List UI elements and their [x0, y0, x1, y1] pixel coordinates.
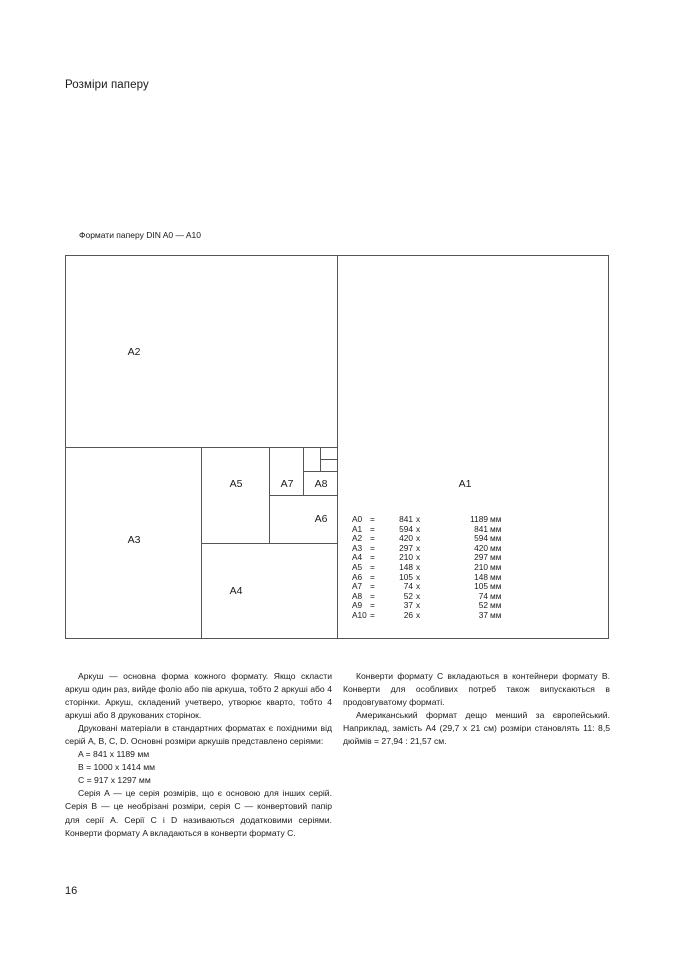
- size-width: 420: [399, 533, 413, 544]
- divider-a4: [201, 543, 337, 544]
- size-unit: мм: [490, 533, 502, 544]
- size-name: A0: [352, 514, 363, 524]
- size-width: 52: [403, 590, 413, 601]
- size-times: x: [416, 600, 421, 611]
- series-size-line: A = 841 x 1189 мм: [78, 749, 150, 760]
- size-unit: мм: [490, 552, 502, 563]
- body-paragraph: Серія A — це серія розмірів, що є основою для інших серій. Серія B — це необрізані розміри, серія C — конвертовий папір для серії A. Серії C і D називаються додатковими серіями. Конверти формату A вкладаються в конверти формату C.: [65, 788, 332, 838]
- size-name: A1: [352, 523, 363, 534]
- size-width: 210: [399, 552, 413, 563]
- size-equals: =: [370, 600, 375, 611]
- size-width: 594: [399, 523, 413, 534]
- size-times: x: [416, 609, 421, 620]
- size-equals: =: [370, 571, 375, 582]
- label-a4: A4: [229, 585, 243, 597]
- body-paragraph: Друковані матеріали в стандартних форматах є похідними від серій A, B, C, D. Основні розміри аркушів представлено серіями:: [65, 723, 332, 747]
- size-equals: =: [370, 590, 375, 601]
- size-height: 1189: [470, 514, 488, 524]
- body-right-column: [343, 670, 610, 748]
- size-name: A9: [352, 600, 363, 611]
- size-width: 297: [399, 542, 413, 553]
- size-equals: =: [370, 552, 375, 563]
- size-width: 148: [399, 561, 413, 572]
- size-height: 52: [478, 600, 488, 611]
- size-equals: =: [370, 581, 375, 592]
- size-times: x: [416, 552, 421, 563]
- size-times: x: [416, 590, 421, 601]
- size-name: A5: [352, 561, 363, 572]
- size-times: x: [416, 533, 421, 544]
- size-equals: =: [370, 533, 375, 544]
- size-width: 841: [399, 514, 413, 524]
- divider-a10: [320, 459, 337, 460]
- size-unit: мм: [490, 581, 502, 592]
- size-table: [352, 515, 502, 621]
- size-unit: мм: [490, 561, 502, 572]
- label-a2: A2: [127, 346, 141, 358]
- size-equals: =: [370, 609, 375, 620]
- size-times: x: [416, 523, 421, 534]
- body-paragraph: Аркуш — основна форма кожного формату. Якщо скласти аркуш один раз, вийде фоліо або пів аркуша, тобто 2 аркуші або 4 сторінки. Аркуш, складений учетверо, утворює кварто, тобто 4 аркуші або 8 друкованих сторінок.: [65, 671, 332, 721]
- size-name: A3: [352, 542, 363, 553]
- label-a1: A1: [458, 478, 472, 490]
- size-height: 594: [474, 533, 488, 544]
- label-a7: A7: [280, 478, 294, 490]
- size-height: 105: [474, 581, 488, 592]
- divider-a1: [337, 256, 338, 638]
- label-a6: A6: [314, 513, 328, 525]
- size-height: 841: [474, 523, 488, 534]
- size-times: x: [416, 571, 421, 582]
- label-a5: A5: [229, 478, 243, 490]
- size-height: 210: [474, 561, 488, 572]
- size-name: A2: [352, 533, 363, 544]
- size-width: 74: [403, 581, 413, 592]
- size-name: A7: [352, 581, 363, 592]
- size-table-row: [352, 611, 502, 621]
- label-a3: A3: [127, 534, 141, 546]
- size-unit: мм: [490, 590, 502, 601]
- size-unit: мм: [490, 571, 502, 582]
- size-times: x: [416, 561, 421, 572]
- size-unit: мм: [490, 523, 502, 534]
- body-paragraph: Американський формат дещо менший за європейський. Наприклад, замість A4 (29,7 x 21 см) розміри становлять 11: 8,5 дюймів = 27,94 : 21,57 см.: [343, 710, 610, 747]
- size-width: 105: [399, 571, 413, 582]
- body-paragraph: Конверти формату C вкладаються в контейнери формату B. Конверти для особливих потреб також випускаються в продовгуватому форматі.: [343, 671, 610, 708]
- size-equals: =: [370, 542, 375, 553]
- size-name: A4: [352, 552, 363, 563]
- size-equals: =: [370, 523, 375, 534]
- paper-format-diagram: [65, 255, 609, 639]
- divider-a8: [303, 471, 337, 472]
- size-height: 74: [478, 590, 488, 601]
- size-equals: =: [370, 514, 375, 524]
- size-unit: мм: [490, 609, 502, 620]
- figure-caption: Формати паперу DIN A0 — A10: [79, 230, 202, 240]
- size-height: 297: [474, 552, 488, 563]
- series-size-line: C = 917 x 1297 мм: [78, 775, 151, 786]
- size-name: A8: [352, 590, 363, 601]
- size-height: 148: [474, 571, 488, 582]
- label-a8: A8: [314, 478, 328, 490]
- size-width: 37: [403, 600, 413, 611]
- section-title: Розміри паперу: [65, 79, 149, 91]
- size-name: A6: [352, 571, 363, 582]
- size-equals: =: [370, 561, 375, 572]
- body-left-column: [65, 670, 332, 840]
- size-times: x: [416, 581, 421, 592]
- size-unit: мм: [490, 542, 502, 553]
- size-unit: мм: [490, 514, 502, 524]
- series-size-line: B = 1000 x 1414 мм: [78, 762, 156, 773]
- divider-a6: [269, 495, 337, 496]
- page-number: 16: [65, 885, 78, 897]
- size-width: 26: [403, 609, 413, 620]
- size-times: x: [416, 514, 421, 524]
- size-times: x: [416, 542, 421, 553]
- size-name: A10: [352, 609, 367, 620]
- size-unit: мм: [490, 600, 502, 611]
- size-height: 37: [478, 609, 488, 620]
- size-height: 420: [474, 542, 488, 553]
